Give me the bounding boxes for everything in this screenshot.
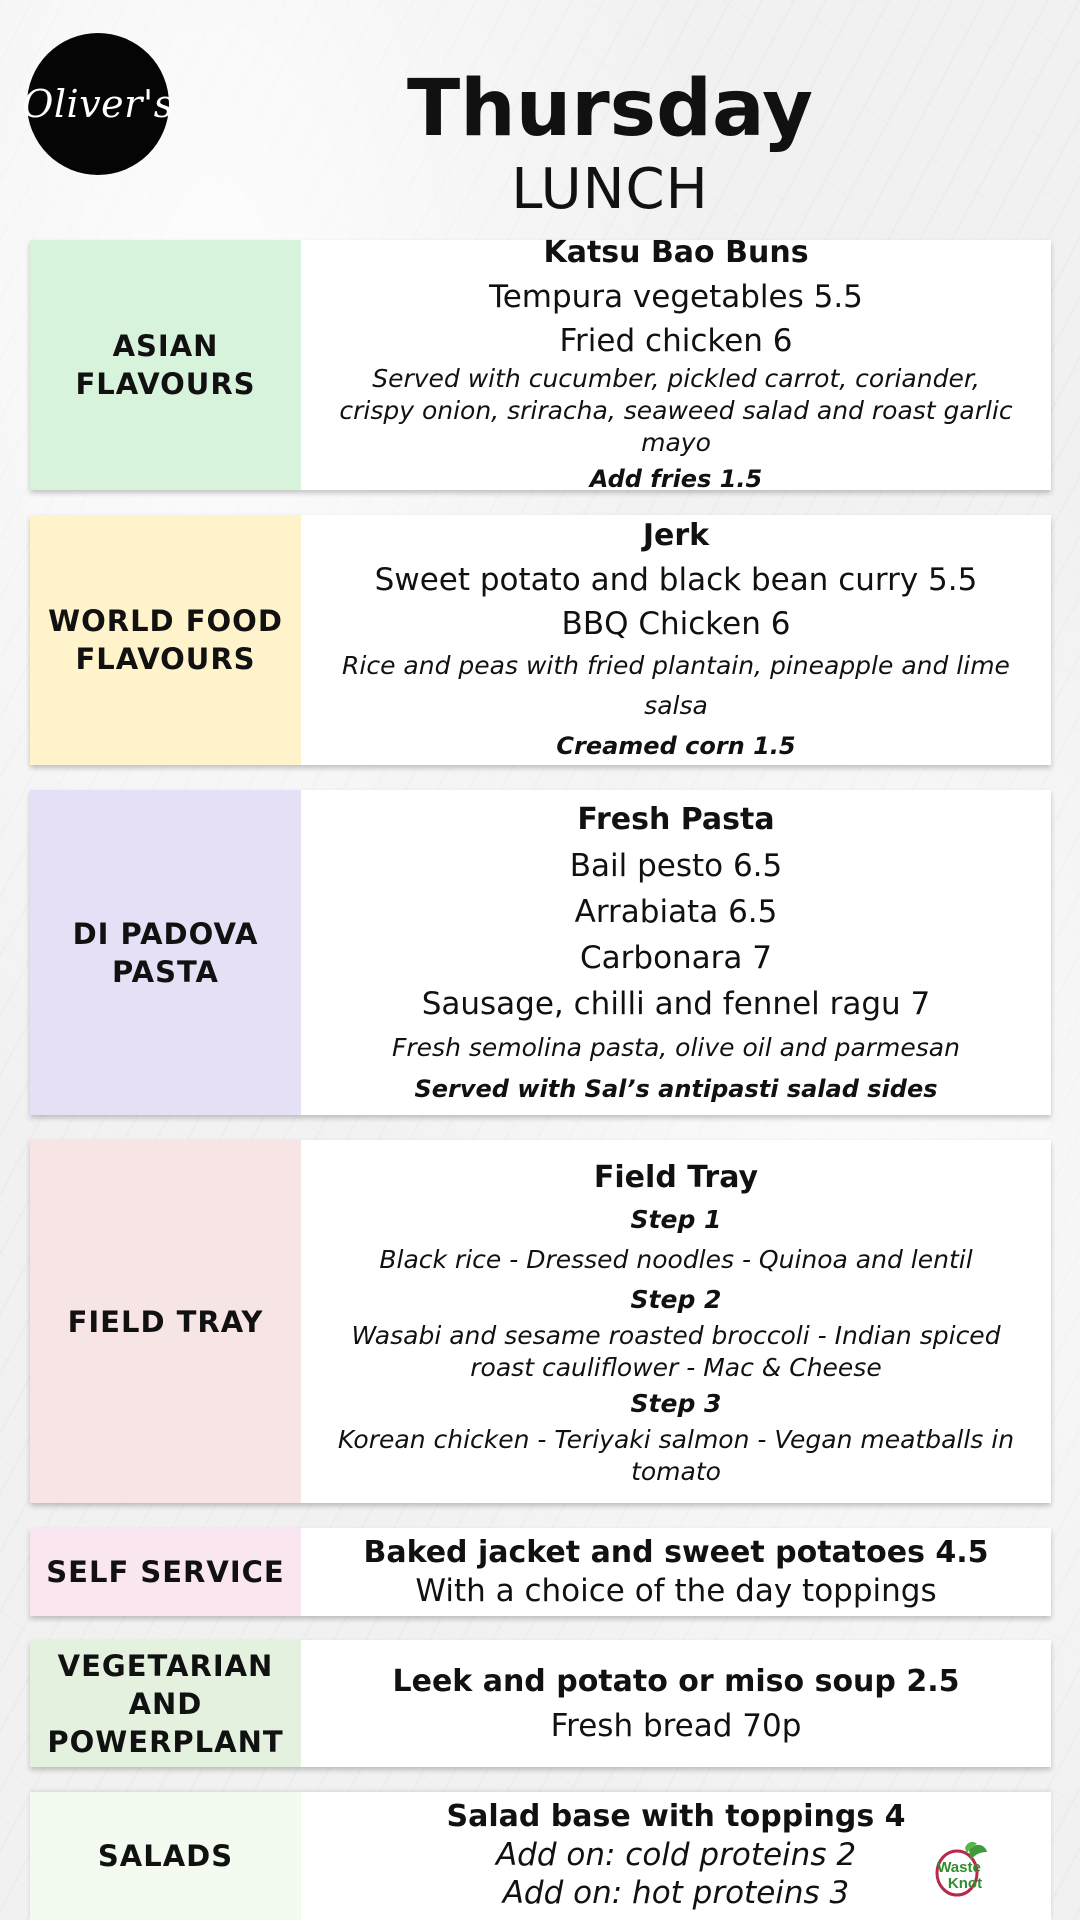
- section-di-padova-pasta: [30, 790, 1051, 1115]
- dish-heading: Jerk: [642, 518, 710, 553]
- section-content: [301, 235, 1051, 493]
- menu-item: Add on: hot proteins 3: [502, 1875, 850, 1911]
- menu-item: Tempura vegetables 5.5: [489, 279, 863, 315]
- dish-extra: Add fries 1.5: [589, 465, 763, 493]
- section-label: VEGETARIAN AND POWERPLANT: [30, 1640, 301, 1767]
- section-vegetarian-powerplant: [30, 1640, 1051, 1767]
- dish-extra: Creamed corn 1.5: [556, 732, 796, 760]
- section-content: [301, 790, 1051, 1115]
- section-self-service: [30, 1528, 1051, 1616]
- badge-text-waste: Waste: [937, 1859, 981, 1876]
- step-title: Step 2: [630, 1284, 722, 1314]
- olivers-logo: [22, 33, 174, 175]
- section-world-food-flavours: [30, 515, 1051, 765]
- step-title: Step 1: [630, 1204, 722, 1234]
- dish-heading: Katsu Bao Buns: [543, 235, 809, 270]
- section-label: SALADS: [30, 1792, 301, 1920]
- step-text: Wasabi and sesame roasted broccoli - Indian spiced roast cauliflower - Mac & Cheese: [351, 1320, 1001, 1382]
- dish-heading: Baked jacket and sweet potatoes 4.5: [363, 1535, 989, 1570]
- section-content: [301, 515, 1051, 765]
- menu-item: Fresh bread 70p: [550, 1707, 802, 1744]
- section-label: ASIAN FLAVOURS: [30, 240, 301, 490]
- menu-item: BBQ Chicken 6: [561, 606, 791, 642]
- section-content: [301, 1140, 1051, 1503]
- menu-item: Sausage, chilli and fennel ragu 7: [421, 985, 931, 1022]
- menu-item: Sweet potato and black bean curry 5.5: [374, 562, 978, 598]
- step-title: Step 3: [630, 1388, 722, 1418]
- page-subtitle: LUNCH: [511, 157, 709, 222]
- menu-item: Add on: cold proteins 2: [495, 1837, 857, 1873]
- section-content: [301, 1640, 1051, 1767]
- badge-text-knot: Knot: [947, 1875, 983, 1892]
- section-asian-flavours: [30, 235, 1051, 493]
- menu-item: Arrabiata 6.5: [574, 893, 778, 930]
- dish-heading: Salad base with toppings 4: [446, 1799, 906, 1834]
- section-field-tray: [30, 1140, 1051, 1503]
- dish-extra: Served with Sal’s antipasti salad sides: [414, 1074, 938, 1103]
- dish-heading: Field Tray: [593, 1159, 759, 1195]
- dish-note: Rice and peas with fried plantain, pineapple and lime salsa: [342, 651, 1010, 720]
- menu-item: With a choice of the day toppings: [415, 1573, 937, 1609]
- section-label: DI PADOVA PASTA: [30, 790, 301, 1115]
- menu-item: Fried chicken 6: [559, 323, 793, 359]
- section-label: FIELD TRAY: [30, 1140, 301, 1503]
- dish-note: Fresh semolina pasta, olive oil and parmesan: [392, 1032, 960, 1062]
- step-text: Black rice - Dressed noodles - Quinoa and lentil: [379, 1244, 973, 1274]
- logo-text: Oliver's: [22, 82, 174, 126]
- page-title: Thursday: [406, 64, 814, 154]
- waste-knot-badge: [929, 1840, 993, 1900]
- menu-item: Bail pesto 6.5: [569, 847, 783, 884]
- section-salads: [30, 1792, 1051, 1920]
- menu-item: Carbonara 7: [580, 939, 772, 976]
- step-text: Korean chicken - Teriyaki salmon - Vegan meatballs in tomato: [337, 1424, 1015, 1486]
- dish-note: Served with cucumber, pickled carrot, coriander, crispy onion, sriracha, seaweed salad and roast garlic mayo: [339, 364, 1013, 457]
- section-content: [301, 1528, 1051, 1616]
- dish-heading: Fresh Pasta: [577, 801, 775, 837]
- section-label: WORLD FOOD FLAVOURS: [30, 515, 301, 765]
- dish-heading: Leek and potato or miso soup 2.5: [392, 1663, 960, 1699]
- section-label: SELF SERVICE: [30, 1528, 301, 1616]
